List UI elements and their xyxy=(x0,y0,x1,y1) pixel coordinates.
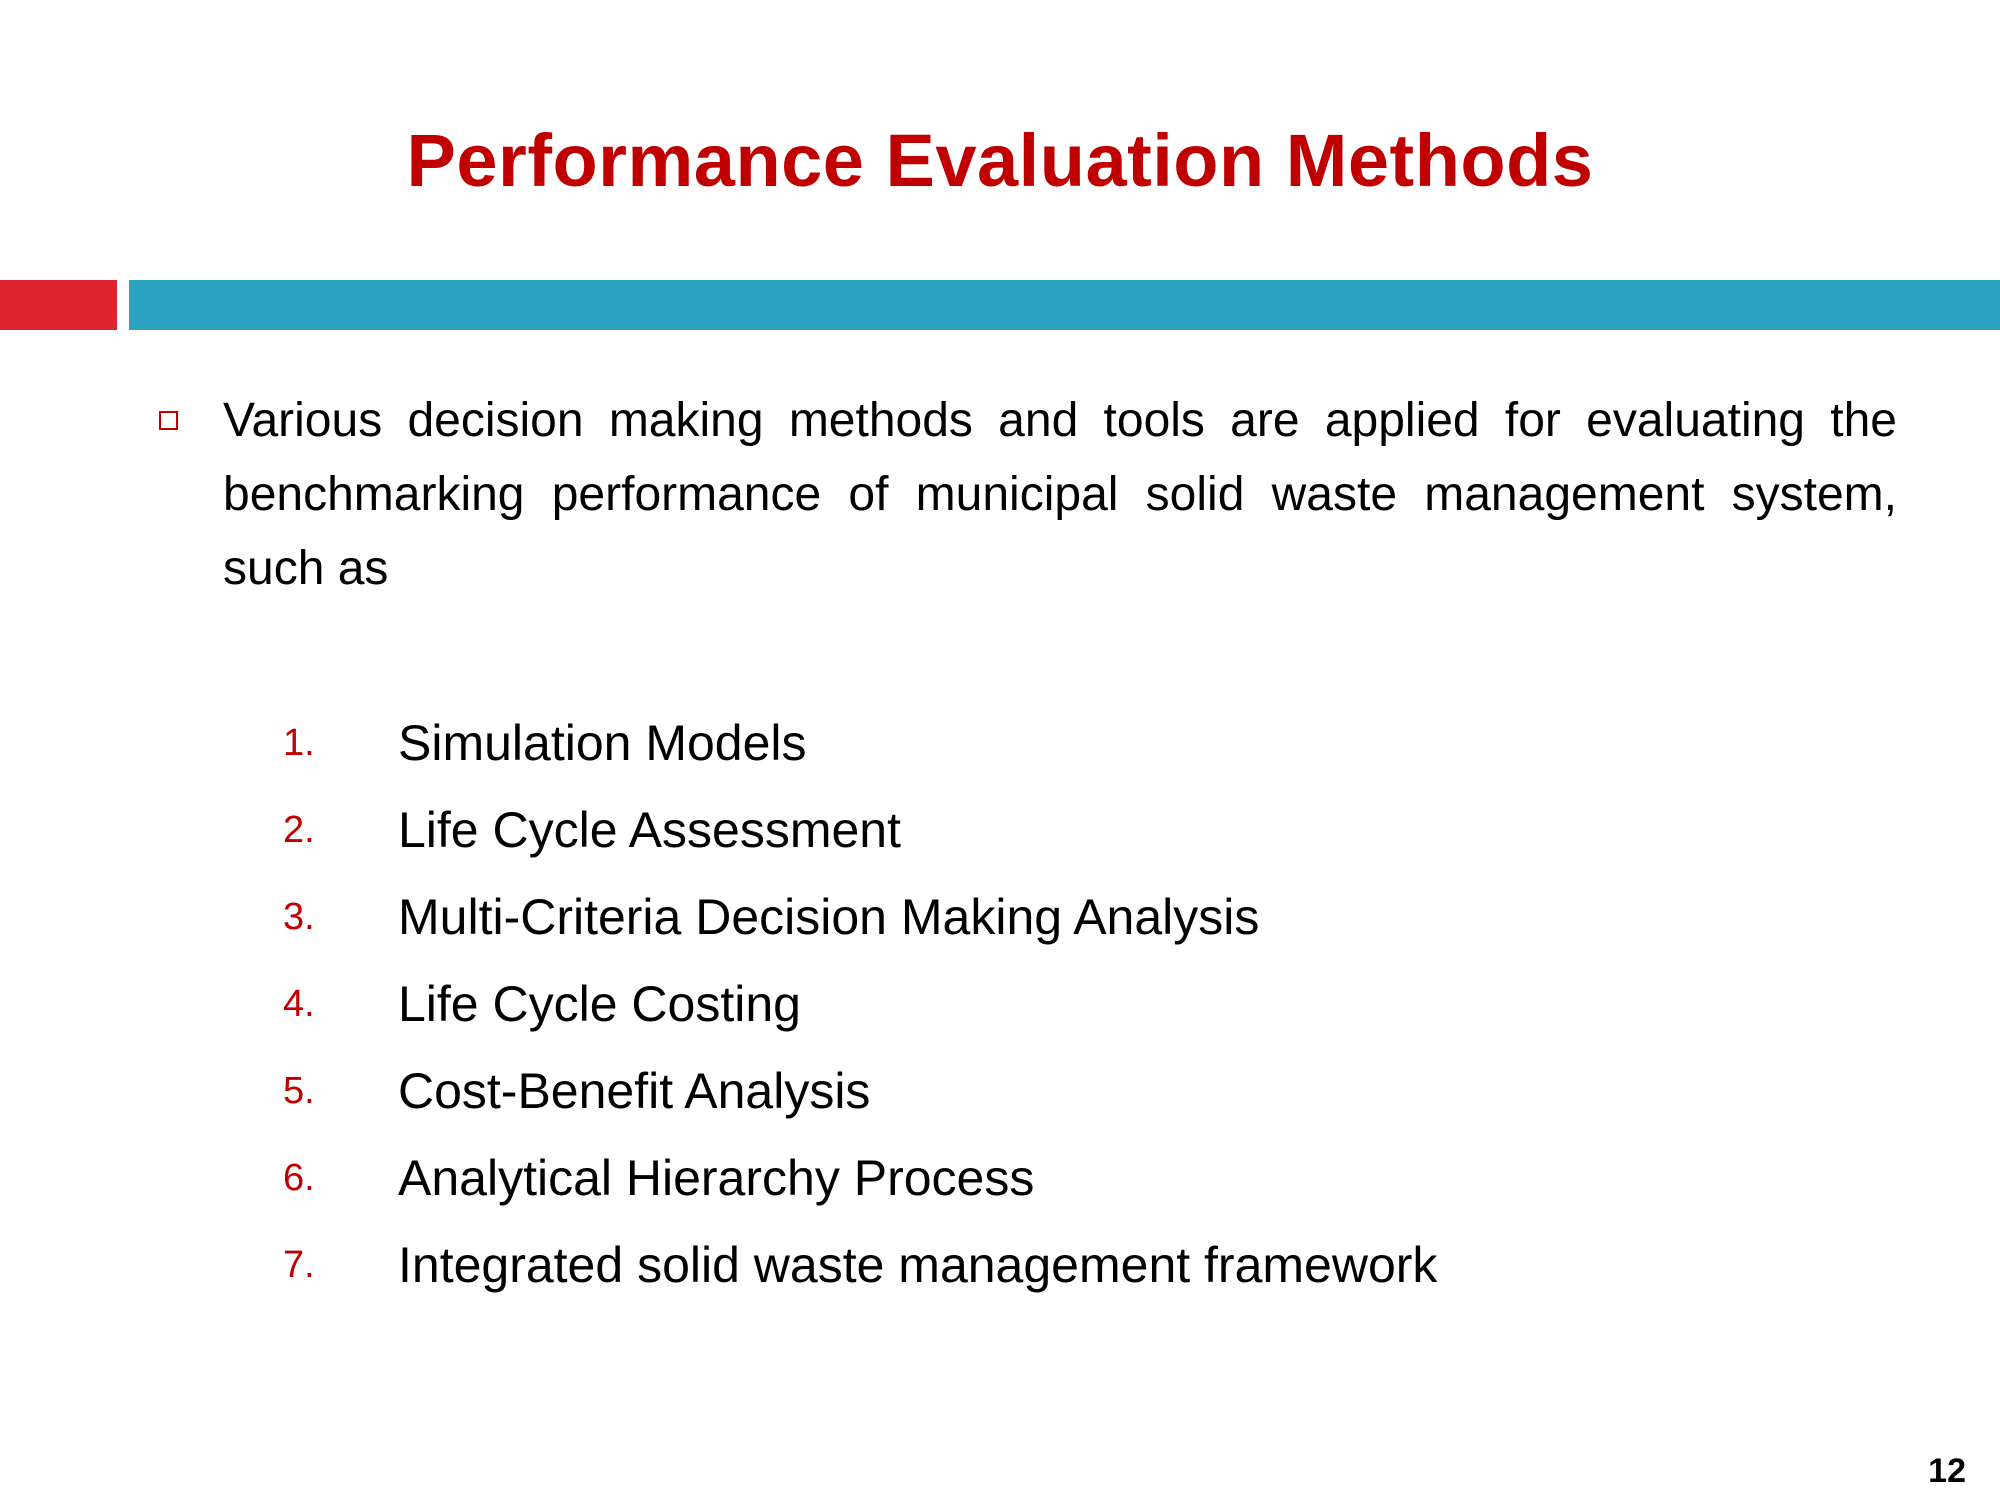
list-item-number: 2. xyxy=(283,809,315,851)
list-item-label: Cost-Benefit Analysis xyxy=(398,1063,871,1119)
list-item-number: 3. xyxy=(283,896,315,938)
intro-paragraph: Various decision making methods and tools are applied for evaluating the benchmarking performance of municipal solid waste management system, such as xyxy=(223,394,1897,595)
list-item xyxy=(0,708,2000,795)
list-item-number: 1. xyxy=(283,722,315,764)
accent-bar-red xyxy=(0,280,117,330)
list-item-label: Analytical Hierarchy Process xyxy=(398,1150,1035,1206)
list-item-number: 4. xyxy=(283,983,315,1025)
list-item xyxy=(0,1143,2000,1230)
list-item-label: Integrated solid waste management framework xyxy=(398,1237,1438,1293)
list-item-number: 5. xyxy=(283,1070,315,1112)
accent-bar-teal xyxy=(129,280,2000,330)
list-item xyxy=(0,969,2000,1056)
hollow-square-bullet-icon xyxy=(159,411,178,430)
list-item xyxy=(0,1056,2000,1143)
list-item-number: 6. xyxy=(283,1157,315,1199)
list-item xyxy=(0,882,2000,969)
list-item-number: 7. xyxy=(283,1244,315,1286)
page-number: 12 xyxy=(1928,1452,1966,1490)
list-item-label: Multi-Criteria Decision Making Analysis xyxy=(398,889,1260,945)
list-item xyxy=(0,795,2000,882)
list-item-label: Life Cycle Costing xyxy=(398,976,801,1032)
slide-title: Performance Evaluation Methods xyxy=(406,119,1594,202)
list-item-label: Life Cycle Assessment xyxy=(398,802,901,858)
methods-list xyxy=(0,708,2000,1317)
list-item-label: Simulation Models xyxy=(398,715,807,771)
list-item xyxy=(0,1230,2000,1317)
